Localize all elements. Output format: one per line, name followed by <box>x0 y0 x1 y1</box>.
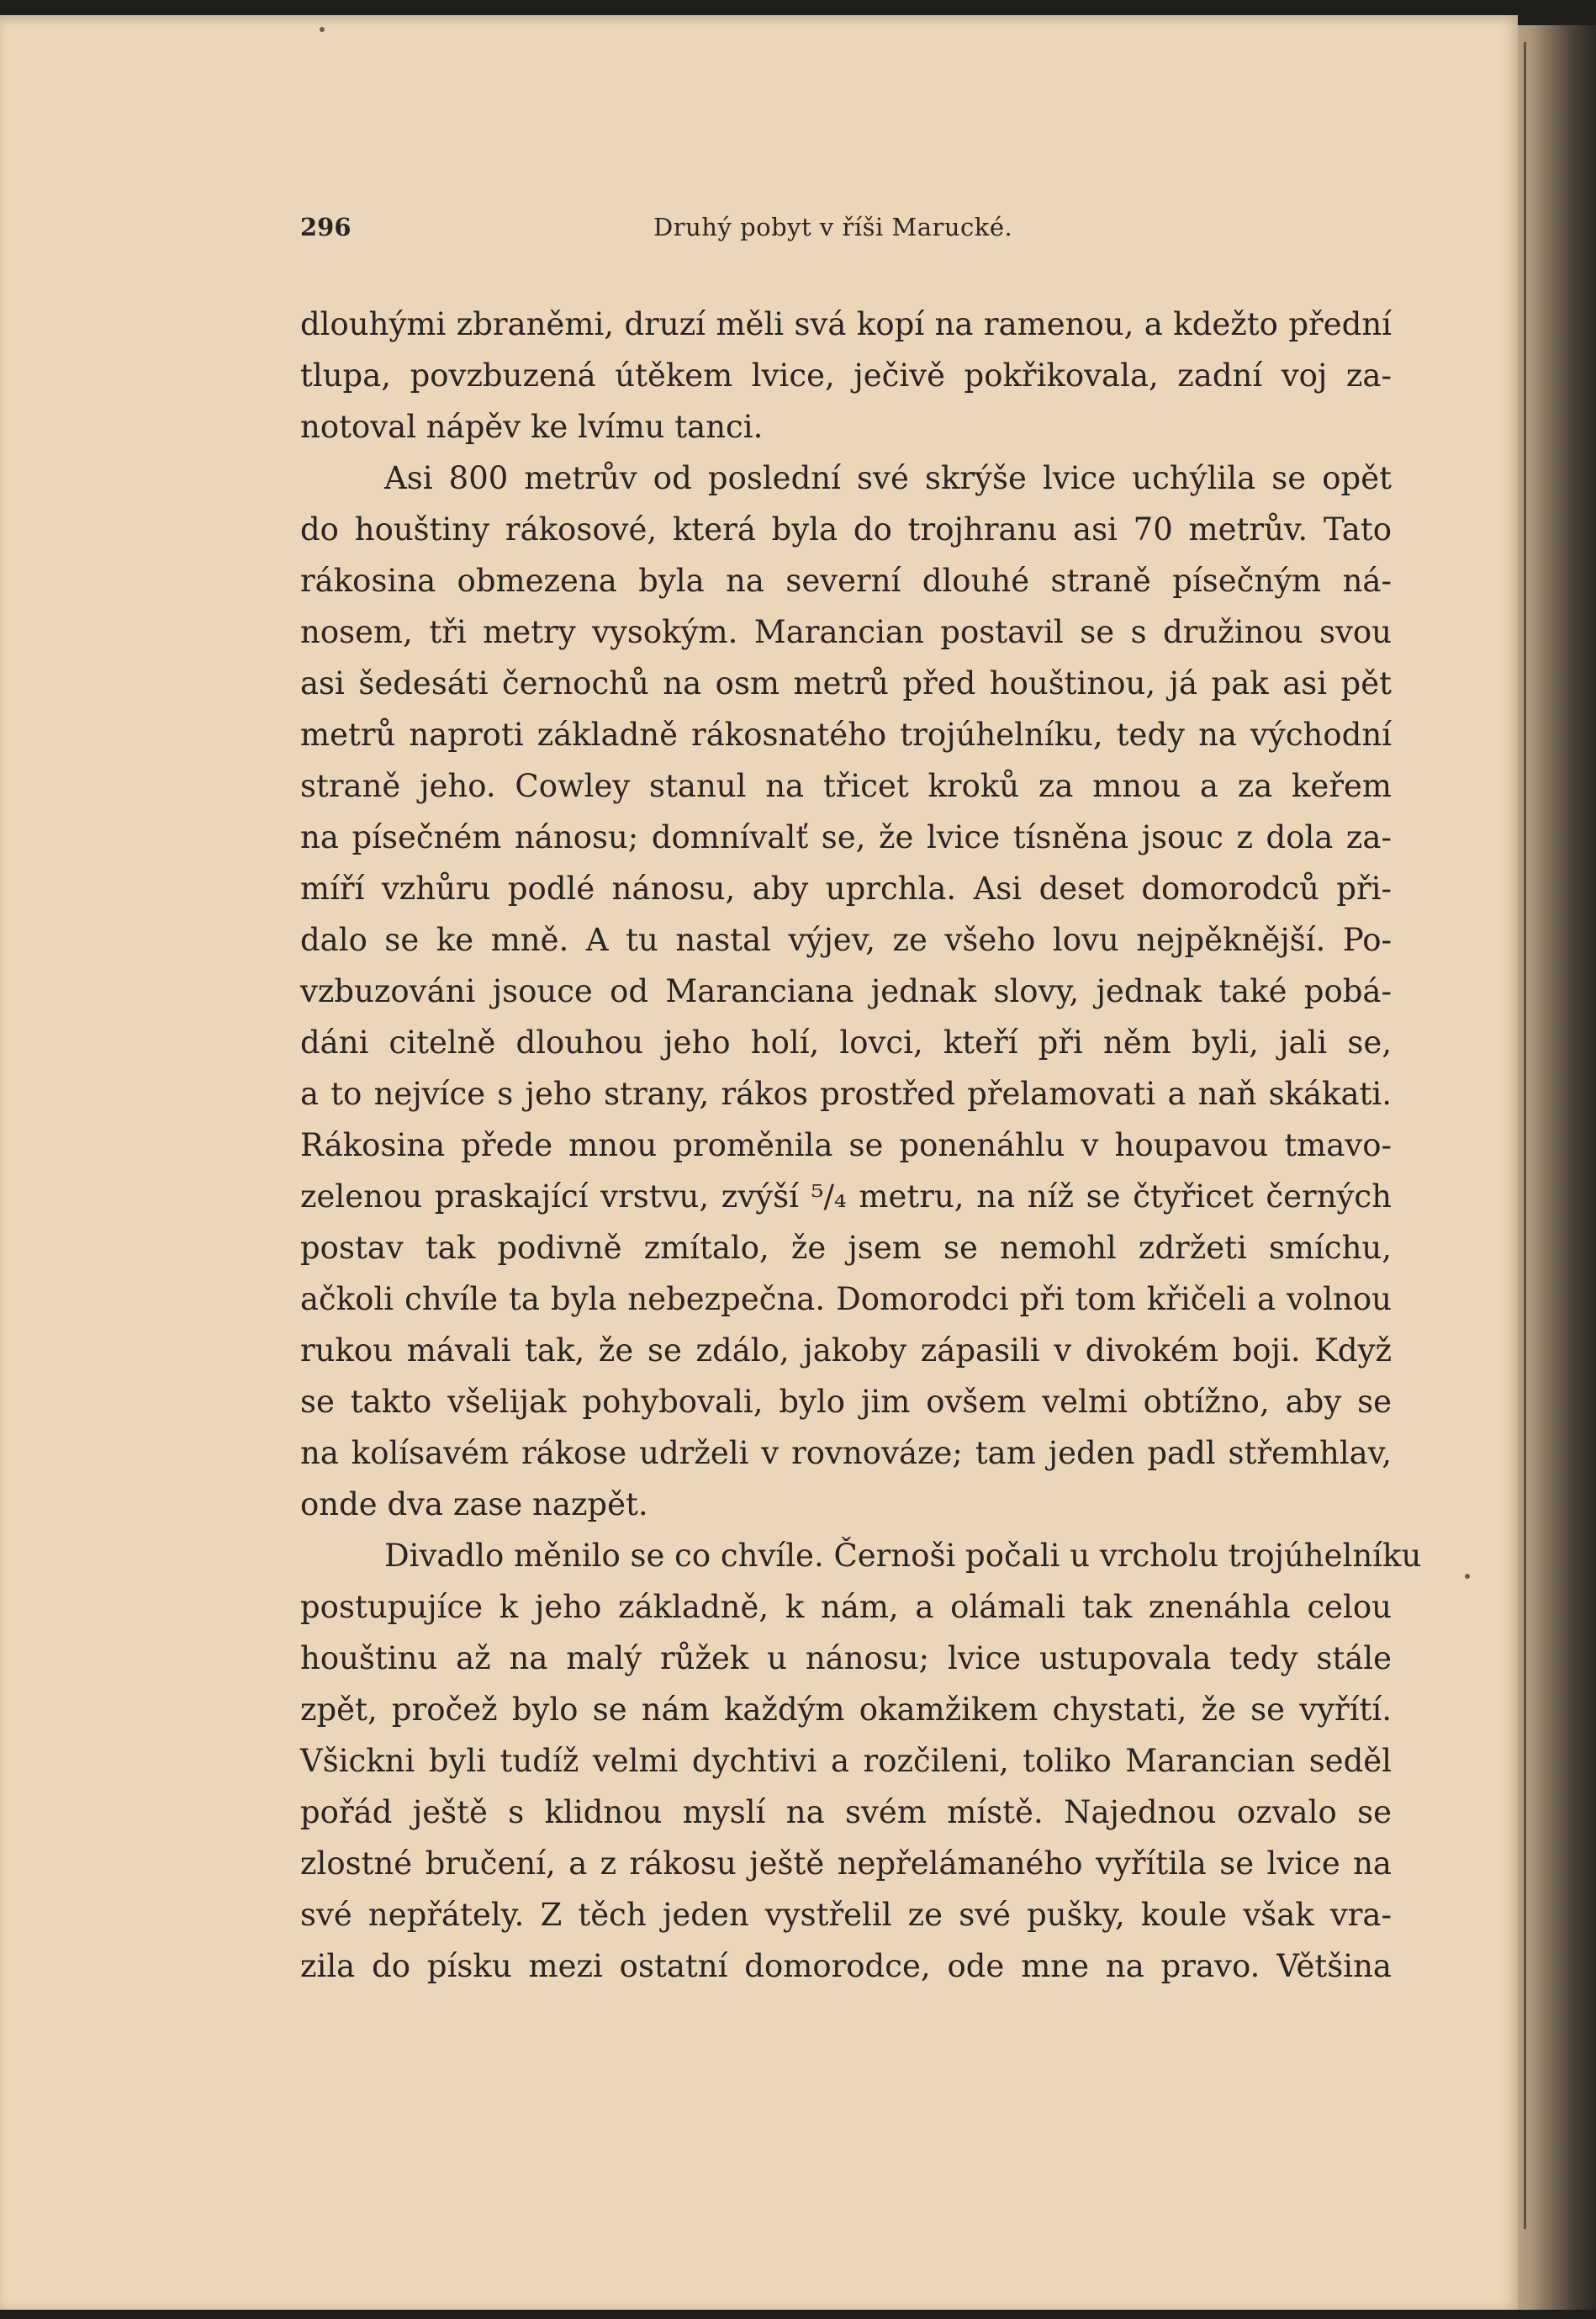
text-line: na písečném nánosu; domnívalť se, že lvice tísněna jsouc z dola za- <box>300 819 1392 855</box>
text-line: míří vzhůru podlé nánosu, aby uprchla. Asi deset domorodců při- <box>300 871 1392 907</box>
text-line: vzbuzováni jsouce od Maranciana jednak slovy, jednak také pobá- <box>300 973 1392 1009</box>
text-line: zpět, pročež bylo se nám každým okamžikem chystati, že se vyřítí. <box>300 1692 1392 1728</box>
text-line: dalo se ke mně. A tu nastal výjev, ze všeho lovu nejpěknější. Po- <box>300 922 1392 958</box>
text-line: asi šedesáti černochů na osm metrů před houštinou, já pak asi pět <box>300 665 1392 702</box>
text-line: se takto všelijak pohybovali, bylo jim ovšem velmi obtížno, aby se <box>300 1384 1392 1420</box>
text-line: zila do písku mezi ostatní domorodce, ode mne na pravo. Většina <box>300 1948 1392 1984</box>
text-line: postav tak podivně zmítalo, že jsem se nemohl zdržeti smíchu, <box>300 1230 1392 1266</box>
text-line: své nepřátely. Z těch jeden vystřelil ze své pušky, koule však vra- <box>300 1897 1392 1933</box>
text-line: Všickni byli tudíž velmi dychtivi a rozčileni, toliko Marancian seděl <box>300 1743 1392 1779</box>
paragraph-2 <box>300 453 1392 1530</box>
text-line: tlupa, povzbuzená útěkem lvice, ječivě pokřikovala, zadní voj za- <box>300 357 1392 394</box>
text-line: dáni citelně dlouhou jeho holí, lovci, kteří při něm byli, jali se, <box>300 1024 1392 1061</box>
text-line: dlouhými zbraněmi, druzí měli svá kopí na ramenou, a kdežto přední <box>300 306 1392 342</box>
text-line: do houštiny rákosové, která byla do trojhranu asi 70 metrův. Tato <box>300 511 1392 548</box>
text-line: rukou mávali tak, že se zdálo, jakoby zápasili v divokém boji. Když <box>300 1332 1392 1369</box>
text-line: Divadlo měnilo se co chvíle. Černoši počali u vrcholu trojúhelníku <box>384 1538 1422 1574</box>
body-text <box>300 299 1422 1992</box>
text-line: ačkoli chvíle ta byla nebezpečna. Domorodci při tom křičeli a volnou <box>300 1281 1392 1317</box>
text-line: rákosina obmezena byla na severní dlouhé straně písečným ná- <box>300 563 1392 599</box>
text-line: metrů naproti základně rákosnatého trojúhelníku, tedy na východní <box>300 717 1392 753</box>
paragraph-1 <box>300 299 1392 453</box>
text-line: na kolísavém rákose udrželi v rovnováze; tam jeden padl střemhlav, <box>300 1435 1392 1471</box>
page-number: 296 <box>300 213 351 241</box>
text-line: Asi 800 metrův od poslední své skrýše lvice uchýlila se opět <box>384 460 1392 496</box>
paper-speck <box>1465 1574 1470 1579</box>
book-spine-edge <box>1518 25 1596 2310</box>
text-line: notoval nápěv ke lvímu tanci. <box>300 409 764 445</box>
text-line: postupujíce k jeho základně, k nám, a olámali tak znenáhla celou <box>300 1589 1392 1625</box>
text-line: Rákosina přede mnou proměnila se ponenáhlu v houpavou tmavo- <box>300 1127 1392 1163</box>
paragraph-3 <box>300 1530 1422 1992</box>
text-line: nosem, tři metry vysokým. Marancian postavil se s družinou svou <box>300 614 1392 650</box>
paper-speck <box>320 27 325 32</box>
running-head <box>300 213 1392 255</box>
text-line: zelenou praskající vrstvu, zvýší ⁵/₄ metru, na níž se čtyřicet černých <box>300 1178 1392 1215</box>
text-line: pořád ještě s klidnou myslí na svém místě. Najednou ozvalo se <box>300 1794 1392 1830</box>
text-line: houštinu až na malý růžek u nánosu; lvice ustupovala tedy stále <box>300 1640 1392 1676</box>
text-line: zlostné bručení, a z rákosu ještě nepřelámaného vyřítila se lvice na <box>300 1845 1392 1882</box>
text-line: onde dva zase nazpět. <box>300 1486 648 1522</box>
text-line: a to nejvíce s jeho strany, rákos prostřed přelamovati a naň skákati. <box>300 1076 1392 1112</box>
text-line: straně jeho. Cowley stanul na třicet kroků za mnou a za keřem <box>300 768 1392 804</box>
running-title: Druhý pobyt v říši Marucké. <box>653 213 1013 241</box>
page-fold-line <box>1524 42 1526 2229</box>
